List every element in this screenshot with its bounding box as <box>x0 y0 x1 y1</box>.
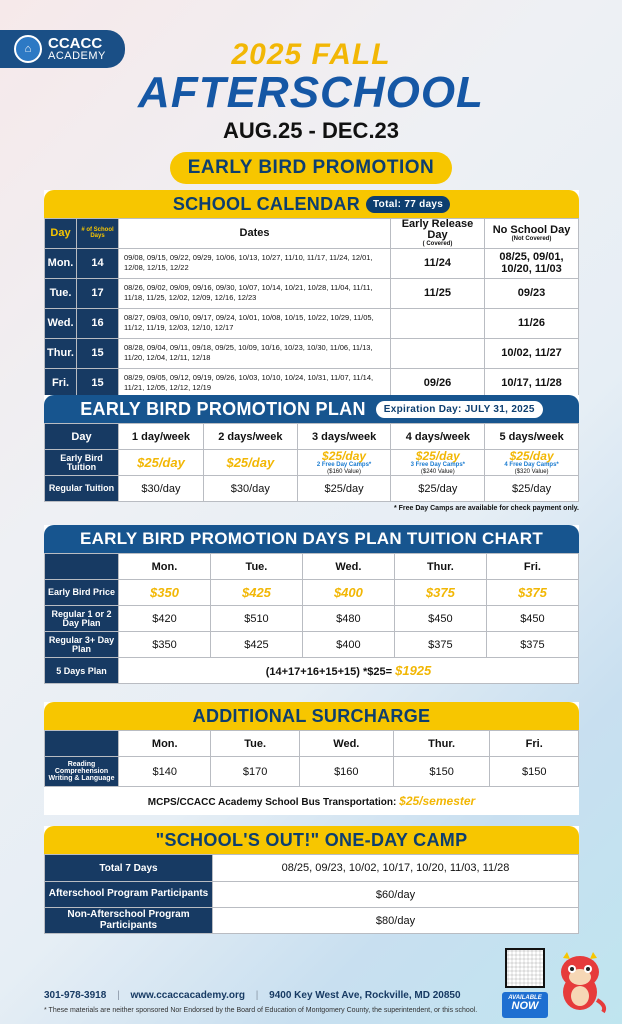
tuition-day-header: Wed. <box>302 554 394 580</box>
plan-early-cell <box>391 450 485 476</box>
qr-code[interactable] <box>505 948 545 988</box>
camp-table <box>44 854 579 934</box>
camp-label: Non-Afterschool Program Participants <box>45 908 213 934</box>
plan-early-label: Early Bird Tuition <box>45 450 119 476</box>
cal-header-early <box>391 219 485 249</box>
plan-early-price: $25/day <box>322 449 367 463</box>
surcharge-title: ADDITIONAL SURCHARGE <box>44 702 579 730</box>
footer-phone[interactable]: 301-978-3918 <box>44 990 107 1001</box>
five-day-formula: (14+17+16+15+15) *$25= <box>265 666 393 678</box>
five-day-cell <box>119 658 579 684</box>
tuition-value: $375 <box>486 632 578 658</box>
hero-line1: 2025 FALL <box>231 38 391 71</box>
cal-day: Fri. <box>45 368 77 398</box>
tuition-value: $350 <box>119 632 211 658</box>
cal-early <box>391 338 485 368</box>
additional-surcharge <box>44 702 579 815</box>
plan-regular-price: $25/day <box>391 476 485 502</box>
plan-early-cell <box>297 450 391 476</box>
expiration-tag: Expiration Day: JULY 31, 2025 <box>376 401 543 418</box>
cal-dates: 08/26, 09/02, 09/09, 09/16, 09/30, 10/07, 10/14, 10/21, 10/28, 11/04, 11/11, 11/18, 11/25, 12/02, 12/09, 12/16, 12/23 <box>119 278 391 308</box>
table-row <box>45 278 579 308</box>
table-row <box>45 882 579 908</box>
bus-row <box>45 787 579 815</box>
plan-title <box>44 395 579 423</box>
table-row <box>45 476 579 502</box>
surcharge-table <box>44 730 579 815</box>
cal-day: Mon. <box>45 248 77 278</box>
surcharge-value: $150 <box>393 757 490 787</box>
dragon-mascot-icon <box>553 950 608 1015</box>
cal-count: 15 <box>77 368 119 398</box>
cal-early: 11/25 <box>391 278 485 308</box>
plan-header: 2 days/week <box>203 424 297 450</box>
cal-noschool: 10/02, 11/27 <box>485 338 579 368</box>
plan-early-price: $25/day <box>509 449 554 463</box>
plan-early-note: 2 Free Day Camps* <box>316 462 372 468</box>
promotion-plan <box>44 395 579 502</box>
surcharge-day-header: Tue. <box>211 731 299 757</box>
cal-header-dates: Dates <box>119 219 391 249</box>
hero-line2: AFTERSCHOOL <box>138 68 484 117</box>
surcharge-label: Reading Comprehension Writing & Language <box>45 757 119 787</box>
table-row <box>45 855 579 882</box>
hero-dates: AUG.25 - DEC.23 <box>222 118 400 144</box>
cal-header-count: # of School Days <box>77 219 119 249</box>
camp-label: Total 7 Days <box>45 855 213 882</box>
cal-header-day: Day <box>45 219 77 249</box>
plan-header: Day <box>45 424 119 450</box>
camp-value: $60/day <box>213 882 579 908</box>
plan-early-price: $25/day <box>415 449 460 463</box>
total-days-tag: Total: 77 days <box>366 196 450 213</box>
table-row <box>45 248 579 278</box>
cal-dates: 09/08, 09/15, 09/22, 09/29, 10/06, 10/13, 10/27, 11/10, 11/17, 11/24, 12/01, 12/08, 12/15, 12/22 <box>119 248 391 278</box>
cal-day: Tue. <box>45 278 77 308</box>
plan-early-value: ($240 Value) <box>420 468 455 475</box>
tuition-value: $375 <box>394 632 486 658</box>
footer-address: 9400 Key West Ave, Rockville, MD 20850 <box>269 990 461 1001</box>
cal-noschool: 10/17, 11/28 <box>485 368 579 398</box>
plan-early-value: ($160 Value) <box>327 468 362 475</box>
plan-header: 3 days/week <box>297 424 391 450</box>
cal-header-noschool <box>485 219 579 249</box>
footer-separator: | <box>255 990 259 1001</box>
table-row <box>45 632 579 658</box>
tuition-table <box>44 553 579 684</box>
camp-label: Afterschool Program Participants <box>45 882 213 908</box>
tuition-day-header: Fri. <box>486 554 578 580</box>
tuition-day-header: Tue. <box>210 554 302 580</box>
tuition-value: $420 <box>119 606 211 632</box>
cal-count: 15 <box>77 338 119 368</box>
tuition-day-header: Thur. <box>394 554 486 580</box>
plan-early-cell <box>485 450 579 476</box>
available-now-badge[interactable] <box>502 992 548 1018</box>
surcharge-day-header: Thur. <box>393 731 490 757</box>
table-row <box>45 908 579 934</box>
tuition-day-header: Mon. <box>119 554 211 580</box>
footer-website[interactable]: www.ccaccacademy.org <box>130 990 245 1001</box>
surcharge-value: $150 <box>490 757 579 787</box>
surcharge-corner <box>45 731 119 757</box>
brand-sub: ACADEMY <box>48 50 106 62</box>
surcharge-value: $170 <box>211 757 299 787</box>
brand-name: CCACC <box>48 35 103 52</box>
table-row <box>45 450 579 476</box>
plan-title-text: EARLY BIRD PROMOTION PLAN <box>80 398 366 419</box>
school-calendar <box>44 190 579 399</box>
footer-disclaimer: * These materials are neither sponsored Nor Endorsed by the Board of Education of Montgomery County, the superintendent, or this school. <box>44 1007 478 1014</box>
cal-dates: 08/27, 09/03, 09/10, 09/17, 09/24, 10/01, 10/08, 10/15, 10/22, 10/29, 11/05, 11/12, 11/19, 12/03, 12/10, 12/17 <box>119 308 391 338</box>
calendar-title-text: SCHOOL CALENDAR <box>172 193 360 214</box>
tuition-value: $375 <box>486 580 578 606</box>
plan-early-value: ($320 Value) <box>514 468 549 475</box>
footer-contact <box>44 990 461 1001</box>
tuition-chart <box>44 525 579 684</box>
plan-footnote: * Free Day Camps are available for check payment only. <box>393 505 579 512</box>
plan-early-price: $25/day <box>203 450 297 476</box>
available-big: NOW <box>511 1000 539 1012</box>
cal-early: 09/26 <box>391 368 485 398</box>
cal-header-early-text: Early Release Day <box>401 218 474 241</box>
tuition-value: $510 <box>210 606 302 632</box>
calendar-table <box>44 218 579 399</box>
tuition-value: $425 <box>210 632 302 658</box>
table-row <box>45 757 579 787</box>
plan-header: 5 days/week <box>485 424 579 450</box>
promo-pill: EARLY BIRD PROMOTION <box>170 152 452 184</box>
cal-day: Thur. <box>45 338 77 368</box>
plan-table <box>44 423 579 502</box>
tuition-row-label: Regular 1 or 2 Day Plan <box>45 606 119 632</box>
table-row <box>45 580 579 606</box>
footer-separator: | <box>117 990 120 1001</box>
tuition-value: $350 <box>119 580 211 606</box>
tuition-value: $400 <box>302 632 394 658</box>
one-day-camp <box>44 826 579 934</box>
camp-title: "SCHOOL'S OUT!" ONE-DAY CAMP <box>44 826 579 854</box>
surcharge-value: $140 <box>119 757 211 787</box>
plan-header: 1 day/week <box>119 424 204 450</box>
available-small: AVAILABLE <box>508 995 542 1001</box>
camp-value: 08/25, 09/23, 10/02, 10/17, 10/20, 11/03, 11/28 <box>213 855 579 882</box>
cal-dates: 08/28, 09/04, 09/11, 09/18, 09/25, 10/09, 10/16, 10/23, 10/30, 11/06, 11/13, 11/20, 12/04, 12/11, 12/18 <box>119 338 391 368</box>
tuition-row-label: Early Bird Price <box>45 580 119 606</box>
cal-noschool: 08/25, 09/01, 10/20, 11/03 <box>485 248 579 278</box>
bus-label: MCPS/CCACC Academy School Bus Transportation: <box>147 796 397 808</box>
plan-early-price: $25/day <box>119 450 204 476</box>
table-row <box>45 658 579 684</box>
cal-count: 14 <box>77 248 119 278</box>
tuition-value: $480 <box>302 606 394 632</box>
cal-header-noschool-text: No School Day <box>492 223 571 236</box>
school-building-icon: ⌂ <box>14 35 42 63</box>
cal-count: 17 <box>77 278 119 308</box>
table-row <box>45 308 579 338</box>
tuition-value: $400 <box>302 580 394 606</box>
five-day-label: 5 Days Plan <box>45 658 119 684</box>
cal-header-early-sub: ( Covered) <box>422 241 453 247</box>
cal-dates: 08/29, 09/05, 09/12, 09/19, 09/26, 10/03, 10/10, 10/24, 10/31, 11/07, 11/14, 11/21, 12/05, 12/12, 12/19 <box>119 368 391 398</box>
tuition-value: $450 <box>394 606 486 632</box>
cal-noschool: 09/23 <box>485 278 579 308</box>
plan-regular-price: $25/day <box>485 476 579 502</box>
plan-regular-price: $25/day <box>297 476 391 502</box>
surcharge-day-header: Wed. <box>299 731 393 757</box>
tuition-value: $375 <box>394 580 486 606</box>
cal-early <box>391 308 485 338</box>
plan-regular-price: $30/day <box>119 476 204 502</box>
five-day-total: $1925 <box>395 663 432 678</box>
cal-count: 16 <box>77 308 119 338</box>
cal-early: 11/24 <box>391 248 485 278</box>
surcharge-day-header: Mon. <box>119 731 211 757</box>
camp-value: $80/day <box>213 908 579 934</box>
table-row <box>45 606 579 632</box>
plan-regular-label: Regular Tuition <box>45 476 119 502</box>
tuition-corner <box>45 554 119 580</box>
chart-title: EARLY BIRD PROMOTION DAYS PLAN TUITION CHART <box>44 525 579 553</box>
cal-header-noschool-sub: (Not Covered) <box>511 235 552 242</box>
cal-noschool: 11/26 <box>485 308 579 338</box>
cal-day: Wed. <box>45 308 77 338</box>
hero <box>0 40 622 184</box>
table-row <box>45 338 579 368</box>
table-row <box>45 787 579 815</box>
tuition-value: $450 <box>486 606 578 632</box>
calendar-title <box>44 190 579 218</box>
surcharge-day-header: Fri. <box>490 731 579 757</box>
plan-early-note: 3 Free Day Camps* <box>410 462 466 468</box>
surcharge-value: $160 <box>299 757 393 787</box>
bus-price: $25/semester <box>399 793 476 808</box>
plan-early-note: 4 Free Day Camps* <box>504 462 559 468</box>
tuition-value: $425 <box>210 580 302 606</box>
plan-header: 4 days/week <box>391 424 485 450</box>
tuition-row-label: Regular 3+ Day Plan <box>45 632 119 658</box>
table-row <box>45 368 579 398</box>
plan-regular-price: $30/day <box>203 476 297 502</box>
